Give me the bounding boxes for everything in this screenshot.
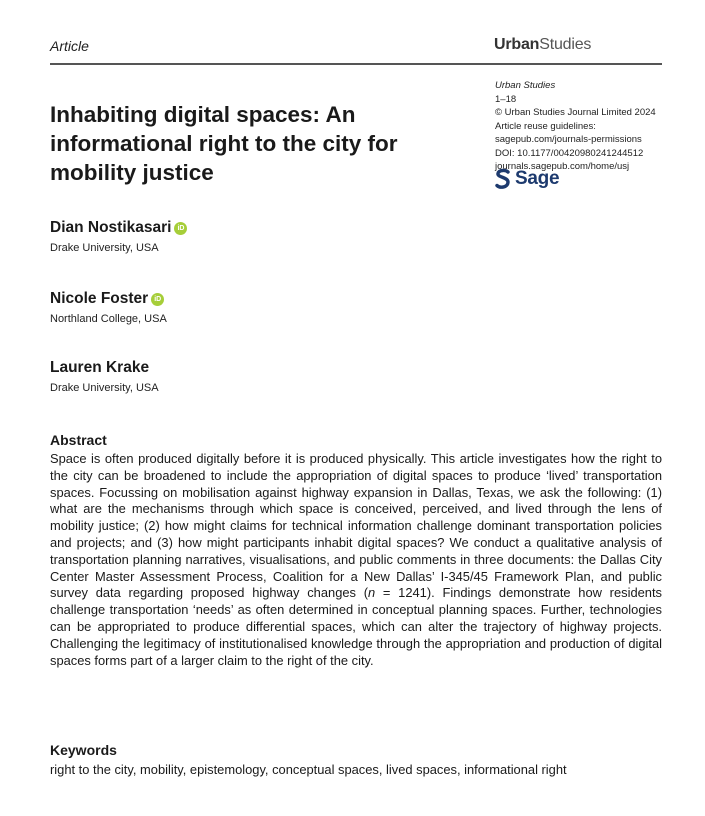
publication-meta	[495, 79, 685, 174]
abstract-n-symbol: n	[368, 585, 376, 601]
author-2	[50, 289, 167, 325]
orcid-icon[interactable]: iD	[151, 293, 164, 306]
author-name-text: Dian Nostikasari	[50, 219, 172, 236]
author-affiliation: Drake University, USA	[50, 242, 159, 254]
author-1	[50, 218, 187, 254]
orcid-icon[interactable]: iD	[174, 222, 187, 235]
meta-reuse-link[interactable]: sagepub.com/journals-permissions	[495, 134, 642, 145]
article-title: Inhabiting digital spaces: An informational right to the city for mobility justice	[50, 102, 398, 185]
author-name-text: Nicole Foster	[50, 290, 149, 307]
meta-journal-link[interactable]: journals.sagepub.com/home/usj	[495, 161, 630, 172]
meta-pages: 1–18	[495, 93, 517, 105]
header-rule	[50, 63, 662, 65]
author-affiliation: Northland College, USA	[50, 313, 167, 325]
abstract-text-part-2: = 1241). Findings demonstrate how residents challenge transportation ‘needs’ as often determined in conceptual planning spaces. Further, technologies can be appropriated to produce differential spaces, which can alter the trajectory of highway projects. Challenging the legitimacy of institutionalised knowledge through the appropriation and production of digital spaces forms part of a larger claim to the right of the city.	[50, 585, 662, 668]
author-name	[50, 218, 187, 238]
journal-logo-bold: Urban	[494, 36, 540, 53]
journal-logo	[494, 36, 591, 54]
abstract-text	[50, 451, 662, 669]
meta-reuse-label: Article reuse guidelines:	[495, 120, 596, 132]
article-type-label: Article	[50, 38, 89, 54]
sage-wordmark: Sage	[515, 168, 560, 189]
author-name	[50, 358, 159, 378]
meta-doi[interactable]: DOI: 10.1177/00420980241244512	[495, 147, 644, 159]
abstract-text-part-1: Space is often produced digitally before it is produced physically. This article investigates how the right to the city can be broadened to include the appropriation of digital spaces to produce ‘lived’ transportation spaces. Focussing on mobilisation against highway expansion in Dallas, Texas, we ask the following: (1) what are the mechanisms through which space is conceived, perceived, and lived through the lens of mobility justice; (2) how might claims for technical information challenge dominant transportation policies and projects; and (3) how might participants inhabit digital spaces? We conduct a qualitative analysis of transportation planning narratives, visualisations, and public comments in three documents: the Dallas City Center Master Assessment Process, Coalition for a New Dallas’ I-345/45 Framework Plan, and public survey data regarding proposed highway changes (	[50, 451, 662, 601]
sage-s-icon	[495, 168, 511, 190]
author-3	[50, 358, 159, 394]
keywords-heading: Keywords	[50, 742, 117, 758]
keywords-text: right to the city, mobility, epistemology, conceptual spaces, lived spaces, informational right	[50, 762, 567, 777]
sage-logo	[495, 168, 559, 190]
meta-copyright: © Urban Studies Journal Limited 2024	[495, 107, 656, 118]
author-name-text: Lauren Krake	[50, 359, 150, 376]
meta-journal: Urban Studies	[495, 80, 556, 91]
journal-logo-light: Studies	[539, 36, 592, 53]
author-name	[50, 289, 167, 309]
author-affiliation: Drake University, USA	[50, 382, 159, 394]
abstract-heading: Abstract	[50, 432, 107, 448]
